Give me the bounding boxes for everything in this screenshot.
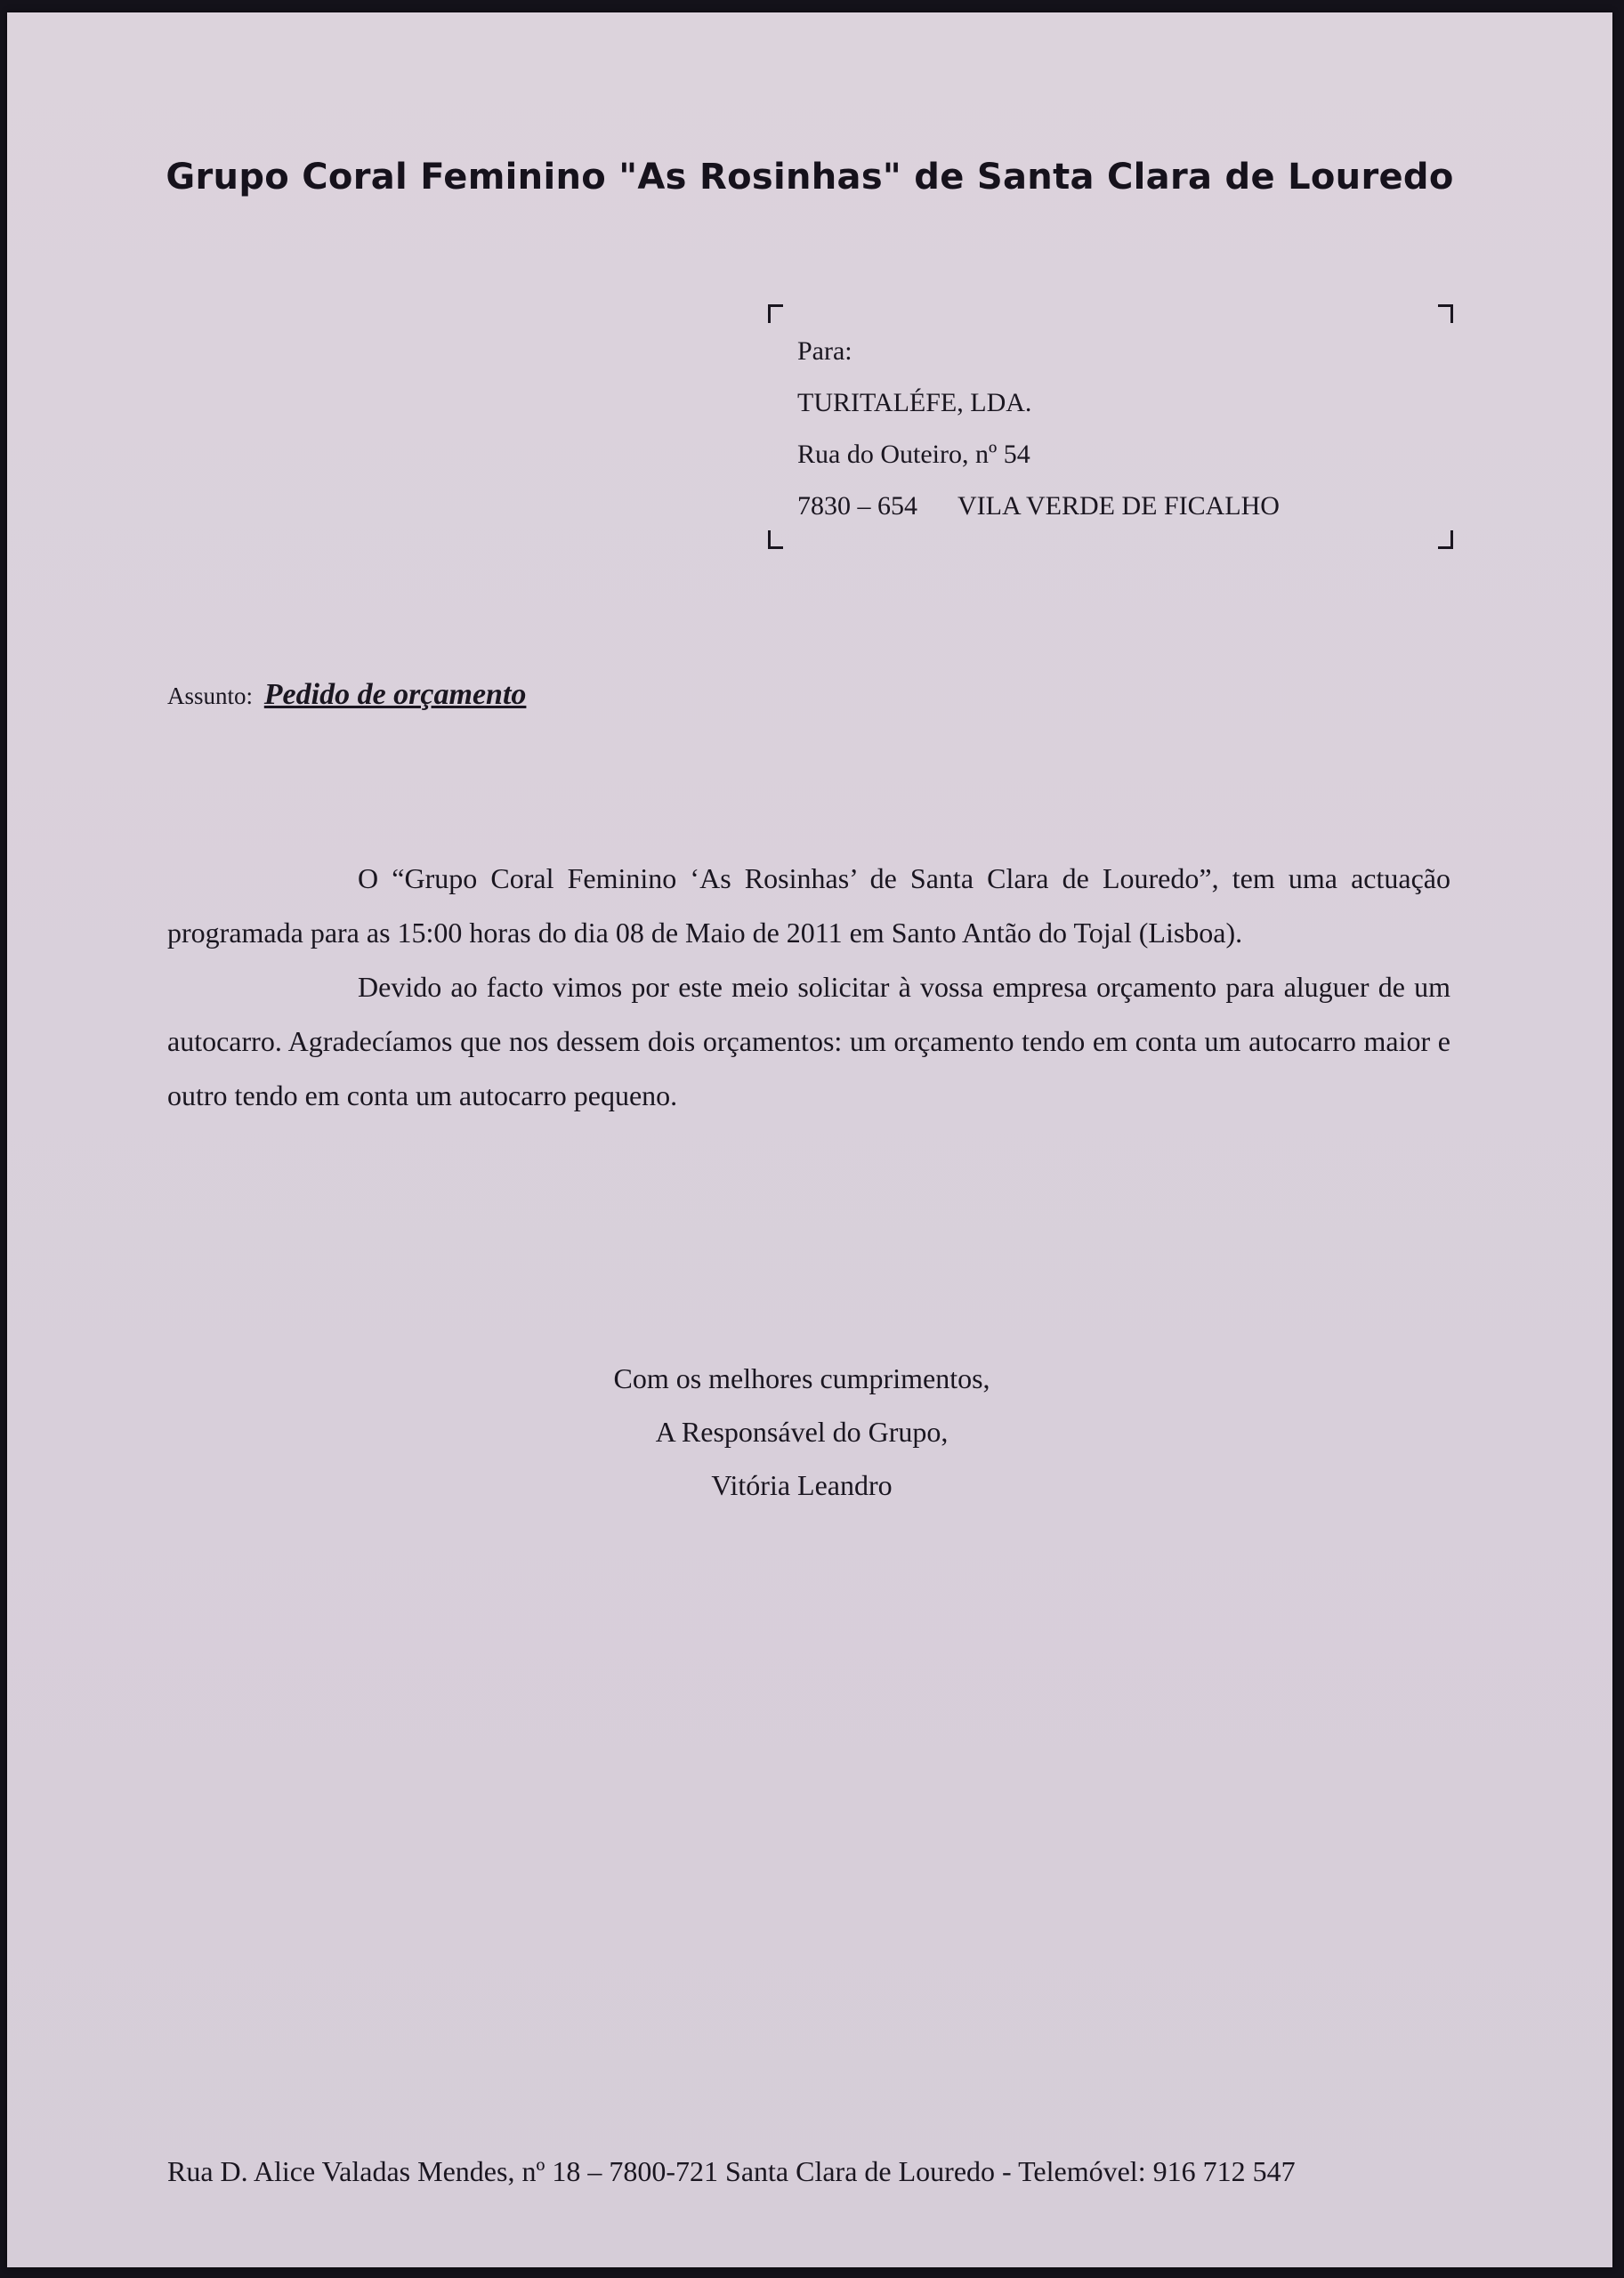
footer-contact (167, 2155, 1296, 2188)
address-corner-mark-top-right (1438, 304, 1453, 323)
subject-value: Pedido de orçamento (263, 678, 527, 711)
footer-phone: - Telemóvel: 916 712 547 (1002, 2155, 1296, 2187)
recipient-postal-line (797, 481, 1280, 532)
body-paragraph-2: Devido ao facto vimos por este meio solicitar à vossa empresa orçamento para aluguer de um autocarro. Agradecíamos que nos dessem dois orçamentos: um orçamento tendo em conta um autocarro maior e outro tendo em conta um autocarro pequeno. (167, 971, 1450, 1111)
letterhead-title: Grupo Coral Feminino "As Rosinhas" de Santa Clara de Louredo (166, 157, 1454, 198)
recipient-postal-code: 7830 – 654 (797, 491, 917, 521)
closing-role: A Responsável do Grupo, (655, 1416, 949, 1448)
recipient-company: TURITALÉFE, LDA. (797, 388, 1032, 417)
letter-page (7, 12, 1612, 2267)
subject-line (167, 678, 526, 712)
closing-block (7, 1352, 1612, 1512)
footer-address: Rua D. Alice Valadas Mendes, nº 18 – 7800-721 Santa Clara de Louredo (167, 2155, 996, 2187)
recipient-street: Rua do Outeiro, nº 54 (797, 440, 1030, 469)
subject-label: Assunto: (167, 683, 254, 709)
letter-body (167, 852, 1450, 1123)
closing-signatory-name: Vitória Leandro (711, 1469, 893, 1501)
address-corner-mark-top-left (768, 304, 783, 323)
closing-greeting: Com os melhores cumprimentos, (613, 1362, 990, 1394)
recipient-city: VILA VERDE DE FICALHO (957, 491, 1280, 521)
recipient-address-lines (797, 326, 1280, 532)
recipient-label: Para: (797, 336, 852, 366)
address-corner-mark-bottom-left (768, 530, 783, 549)
recipient-address-block (768, 295, 1453, 549)
body-paragraph-1: O “Grupo Coral Feminino ‘As Rosinhas’ de Santa Clara de Louredo”, tem uma actuação programada para as 15:00 horas do dia 08 de Maio de 2011 em Santo Antão do Tojal (Lisboa). (167, 862, 1450, 949)
address-corner-mark-bottom-right (1438, 530, 1453, 549)
